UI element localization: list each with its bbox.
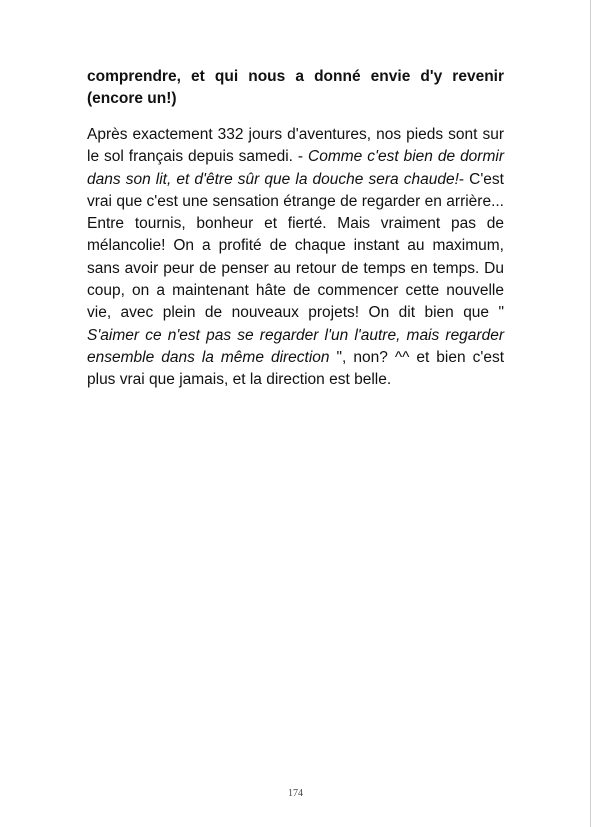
page-number: 174 [288,788,303,799]
body-segment-italic-quote: S'aimer ce n'est pas se regarder l'un l'autre, mais regarder ensemble dans la même direction [87,326,504,366]
body-paragraph [87,124,504,392]
body-segment: - C'est vrai que c'est une sensation étrange de regarder en arrière... Entre tournis, bonheur et fierté. Mais vraiment pas de mélancolie! On a profité de chaque instant au maximum, sans avoir peur de penser au retour de temps en temps. Du coup, on a maintenant hâte de commencer cette nouvelle vie, avec plein de nouveaux projets! On dit bien que " [87,170,504,322]
body-segment: ", non? ^^ et bien c'est plus vrai que jamais, et la direction est belle. [87,348,505,389]
body-segment-italic-quote: Comme c'est bien de dormir dans son lit, et d'être sûr que la douche sera chaude! [87,148,504,188]
page-content [87,66,504,392]
body-segment: Après exactement 332 jours d'aventures, nos pieds sont sur le sol français depuis samedi. - [87,126,504,166]
lead-paragraph: comprendre, et qui nous a donné envie d'y revenir (encore un!) [87,68,504,107]
